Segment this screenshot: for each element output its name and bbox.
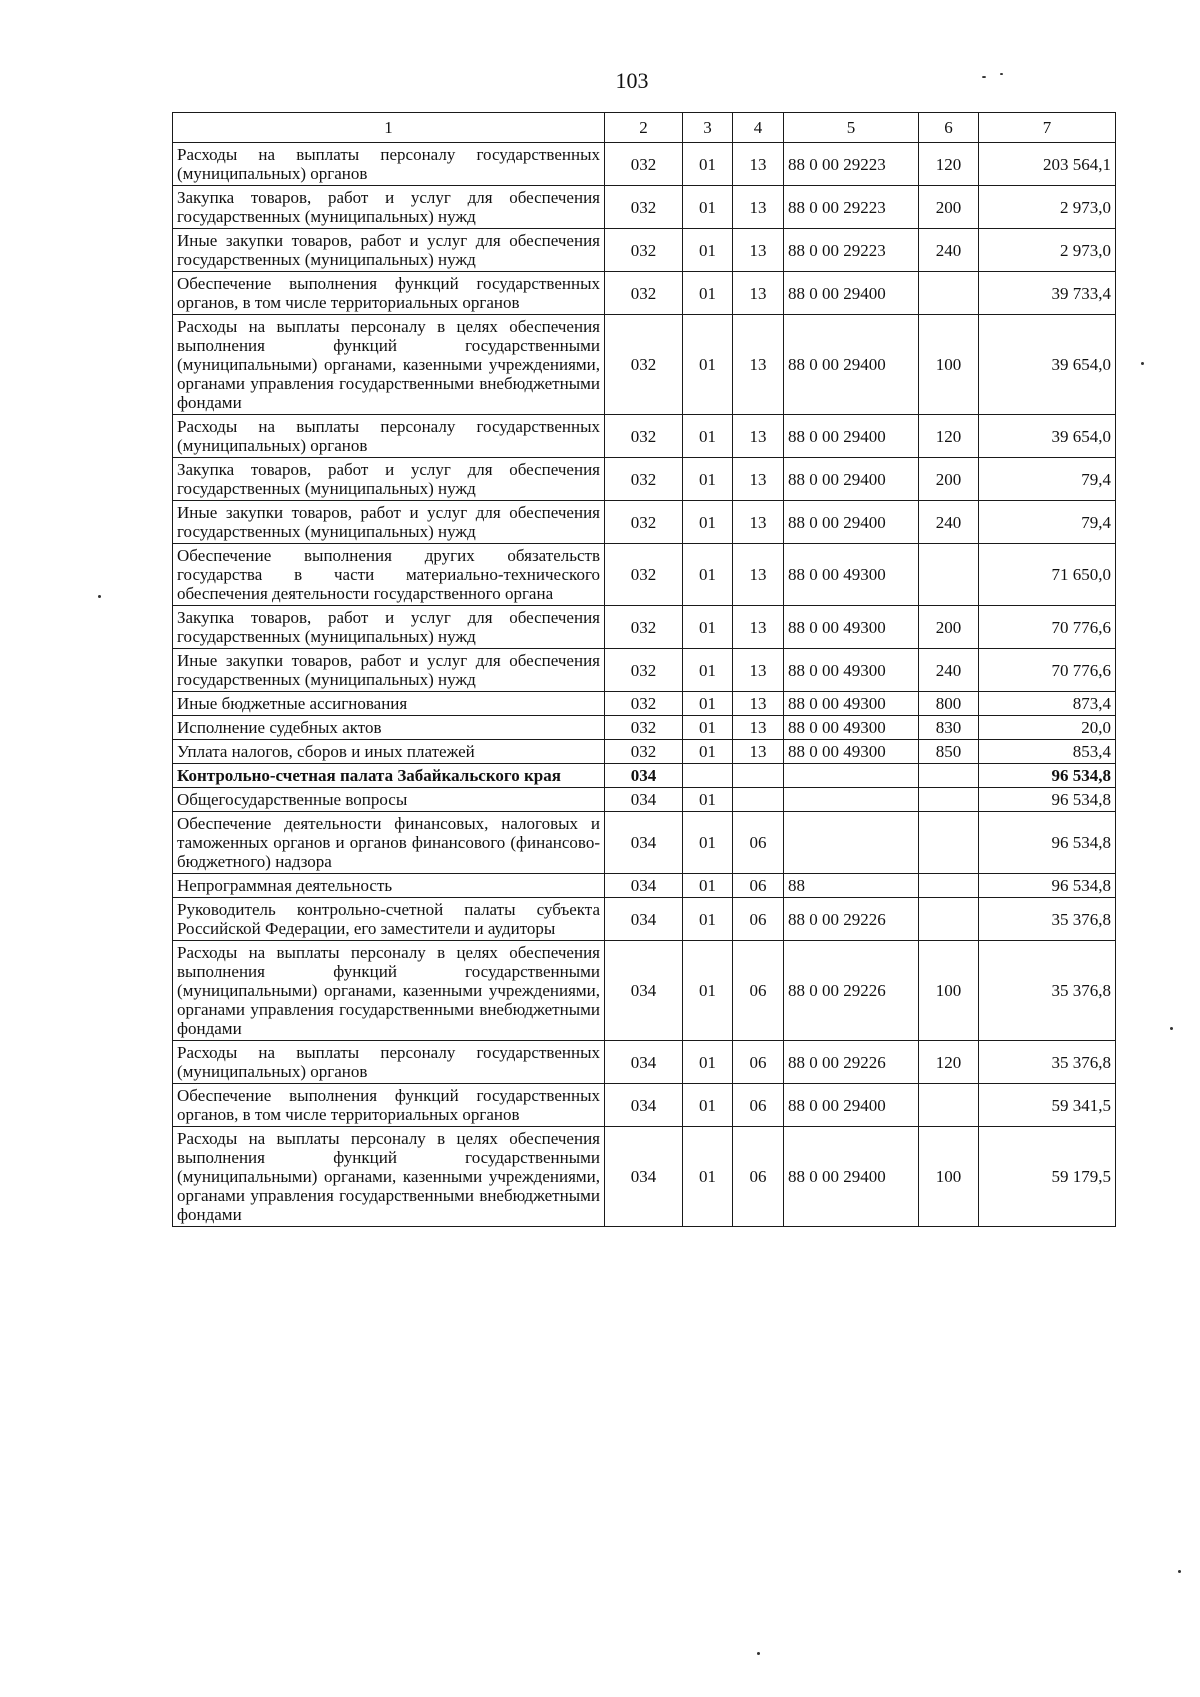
row-col-7: 39 654,0 [979, 315, 1116, 415]
row-col-4: 13 [733, 229, 784, 272]
row-col-4: 06 [733, 898, 784, 941]
row-col-6 [919, 812, 979, 874]
table-row [173, 186, 1116, 229]
row-name: Обеспечение выполнения функций государственных органов, в том числе территориальных органов [173, 272, 605, 315]
row-col-4: 13 [733, 415, 784, 458]
col-header-2: 2 [605, 113, 683, 143]
row-col-6: 100 [919, 941, 979, 1041]
row-col-6 [919, 272, 979, 315]
row-name: Уплата налогов, сборов и иных платежей [173, 740, 605, 764]
table-row [173, 898, 1116, 941]
row-col-2: 032 [605, 606, 683, 649]
table-row [173, 544, 1116, 606]
row-col-4: 06 [733, 941, 784, 1041]
table-row [173, 415, 1116, 458]
row-col-7: 203 564,1 [979, 143, 1116, 186]
row-col-7: 873,4 [979, 692, 1116, 716]
row-col-7: 35 376,8 [979, 941, 1116, 1041]
row-name: Закупка товаров, работ и услуг для обеспечения государственных (муниципальных) нужд [173, 606, 605, 649]
row-col-6: 120 [919, 143, 979, 186]
row-col-6: 800 [919, 692, 979, 716]
row-col-7: 20,0 [979, 716, 1116, 740]
row-col-7: 79,4 [979, 501, 1116, 544]
row-col-4: 06 [733, 1041, 784, 1084]
row-col-3: 01 [683, 606, 733, 649]
row-col-4: 13 [733, 544, 784, 606]
row-col-7: 71 650,0 [979, 544, 1116, 606]
row-name: Обеспечение деятельности финансовых, налоговых и таможенных органов и органов финансового (финансово-бюджетного) надзора [173, 812, 605, 874]
row-col-7: 70 776,6 [979, 606, 1116, 649]
row-name: Руководитель контрольно-счетной палаты субъекта Российской Федерации, его заместители и аудиторы [173, 898, 605, 941]
row-col-2: 032 [605, 143, 683, 186]
row-col-6 [919, 1084, 979, 1127]
row-name: Непрограммная деятельность [173, 874, 605, 898]
row-col-3: 01 [683, 458, 733, 501]
row-col-5: 88 0 00 29400 [784, 1084, 919, 1127]
table-row [173, 941, 1116, 1041]
row-col-3: 01 [683, 740, 733, 764]
row-col-2: 034 [605, 764, 683, 788]
row-name: Иные закупки товаров, работ и услуг для обеспечения государственных (муниципальных) нужд [173, 229, 605, 272]
row-col-2: 032 [605, 272, 683, 315]
row-col-7: 35 376,8 [979, 1041, 1116, 1084]
col-header-5: 5 [784, 113, 919, 143]
row-col-3: 01 [683, 415, 733, 458]
row-col-6 [919, 764, 979, 788]
row-col-5: 88 0 00 49300 [784, 544, 919, 606]
row-col-6: 100 [919, 315, 979, 415]
row-col-3: 01 [683, 692, 733, 716]
row-col-4 [733, 788, 784, 812]
row-col-2: 032 [605, 649, 683, 692]
row-col-6 [919, 788, 979, 812]
row-col-7: 96 534,8 [979, 764, 1116, 788]
row-col-7: 59 179,5 [979, 1127, 1116, 1227]
row-col-2: 032 [605, 229, 683, 272]
row-col-6: 200 [919, 186, 979, 229]
row-col-5 [784, 788, 919, 812]
row-col-5: 88 0 00 49300 [784, 606, 919, 649]
row-name: Обеспечение выполнения других обязательств государства в части материально-технического обеспечения деятельности государственного органа [173, 544, 605, 606]
row-col-3: 01 [683, 544, 733, 606]
scan-speck [982, 76, 986, 78]
scan-speck [757, 1652, 760, 1655]
row-col-5: 88 0 00 49300 [784, 740, 919, 764]
row-col-4: 06 [733, 874, 784, 898]
page-number-text: 103 [615, 68, 649, 93]
col-header-3: 3 [683, 113, 733, 143]
table-row [173, 788, 1116, 812]
row-col-5: 88 0 00 49300 [784, 692, 919, 716]
row-col-6: 200 [919, 458, 979, 501]
row-col-4: 13 [733, 186, 784, 229]
row-col-3: 01 [683, 143, 733, 186]
row-col-7: 39 733,4 [979, 272, 1116, 315]
row-name: Расходы на выплаты персоналу государственных (муниципальных) органов [173, 1041, 605, 1084]
row-col-6: 830 [919, 716, 979, 740]
col-header-1: 1 [173, 113, 605, 143]
table-row [173, 1084, 1116, 1127]
table-row [173, 874, 1116, 898]
row-col-3: 01 [683, 649, 733, 692]
row-col-5: 88 [784, 874, 919, 898]
row-col-5: 88 0 00 29400 [784, 315, 919, 415]
row-col-7: 2 973,0 [979, 229, 1116, 272]
row-name: Исполнение судебных актов [173, 716, 605, 740]
row-col-2: 032 [605, 315, 683, 415]
row-col-2: 034 [605, 941, 683, 1041]
row-col-4: 13 [733, 143, 784, 186]
row-col-5: 88 0 00 29400 [784, 272, 919, 315]
row-name: Расходы на выплаты персоналу в целях обеспечения выполнения функций государственными (муниципальными) органами, казенными учреждениями, органами управления государственными внебюджетными фондами [173, 1127, 605, 1227]
scan-speck [1141, 362, 1144, 365]
row-name: Иные бюджетные ассигнования [173, 692, 605, 716]
table-row [173, 272, 1116, 315]
row-col-3: 01 [683, 941, 733, 1041]
row-col-3: 01 [683, 501, 733, 544]
table-row [173, 740, 1116, 764]
row-col-2: 034 [605, 874, 683, 898]
row-col-4: 06 [733, 1127, 784, 1227]
table-row [173, 606, 1116, 649]
row-col-7: 35 376,8 [979, 898, 1116, 941]
row-col-2: 034 [605, 898, 683, 941]
row-col-5: 88 0 00 49300 [784, 649, 919, 692]
page-number [0, 68, 1200, 94]
row-col-7: 96 534,8 [979, 788, 1116, 812]
row-name: Расходы на выплаты персоналу государственных (муниципальных) органов [173, 415, 605, 458]
row-col-3: 01 [683, 272, 733, 315]
scan-speck [98, 595, 101, 598]
row-col-3 [683, 764, 733, 788]
row-col-7: 96 534,8 [979, 812, 1116, 874]
row-col-7: 2 973,0 [979, 186, 1116, 229]
row-col-7: 853,4 [979, 740, 1116, 764]
row-name: Расходы на выплаты персоналу в целях обеспечения выполнения функций государственными (муниципальными) органами, казенными учреждениями, органами управления государственными внебюджетными фондами [173, 315, 605, 415]
row-col-6: 240 [919, 501, 979, 544]
row-col-2: 032 [605, 544, 683, 606]
row-col-4: 13 [733, 716, 784, 740]
row-name: Расходы на выплаты персоналу государственных (муниципальных) органов [173, 143, 605, 186]
table-row [173, 1127, 1116, 1227]
row-name: Контрольно-счетная палата Забайкальского края [173, 764, 605, 788]
row-col-2: 032 [605, 740, 683, 764]
row-col-5: 88 0 00 29226 [784, 941, 919, 1041]
row-col-2: 034 [605, 1041, 683, 1084]
row-col-5: 88 0 00 29223 [784, 143, 919, 186]
row-col-6: 850 [919, 740, 979, 764]
row-col-3: 01 [683, 788, 733, 812]
row-name: Иные закупки товаров, работ и услуг для обеспечения государственных (муниципальных) нужд [173, 501, 605, 544]
row-col-6 [919, 874, 979, 898]
col-header-7: 7 [979, 113, 1116, 143]
row-col-2: 034 [605, 1127, 683, 1227]
row-col-5: 88 0 00 29223 [784, 186, 919, 229]
table-row [173, 143, 1116, 186]
row-col-2: 034 [605, 812, 683, 874]
row-col-6 [919, 898, 979, 941]
row-col-4: 06 [733, 1084, 784, 1127]
table-row [173, 812, 1116, 874]
table-row [173, 229, 1116, 272]
row-col-5: 88 0 00 29223 [784, 229, 919, 272]
row-col-5: 88 0 00 29226 [784, 898, 919, 941]
table-row [173, 649, 1116, 692]
row-col-5: 88 0 00 29226 [784, 1041, 919, 1084]
row-name: Обеспечение выполнения функций государственных органов, в том числе территориальных органов [173, 1084, 605, 1127]
row-col-3: 01 [683, 874, 733, 898]
row-col-4: 13 [733, 458, 784, 501]
row-name: Общегосударственные вопросы [173, 788, 605, 812]
row-col-3: 01 [683, 1041, 733, 1084]
row-col-6: 100 [919, 1127, 979, 1227]
scan-speck [1000, 73, 1003, 75]
row-name: Закупка товаров, работ и услуг для обеспечения государственных (муниципальных) нужд [173, 186, 605, 229]
row-col-5: 88 0 00 49300 [784, 716, 919, 740]
budget-table [172, 112, 1116, 1227]
row-col-2: 032 [605, 186, 683, 229]
row-col-3: 01 [683, 229, 733, 272]
row-col-2: 032 [605, 692, 683, 716]
row-col-4: 13 [733, 740, 784, 764]
row-name: Закупка товаров, работ и услуг для обеспечения государственных (муниципальных) нужд [173, 458, 605, 501]
row-col-3: 01 [683, 898, 733, 941]
table-row [173, 315, 1116, 415]
table-row [173, 716, 1116, 740]
table-body [173, 143, 1116, 1227]
row-col-4: 13 [733, 692, 784, 716]
row-col-6: 120 [919, 415, 979, 458]
row-col-5: 88 0 00 29400 [784, 1127, 919, 1227]
row-col-5 [784, 812, 919, 874]
row-col-4: 13 [733, 315, 784, 415]
row-col-3: 01 [683, 716, 733, 740]
row-col-2: 032 [605, 716, 683, 740]
row-col-5: 88 0 00 29400 [784, 458, 919, 501]
row-col-2: 034 [605, 788, 683, 812]
table-row [173, 1041, 1116, 1084]
row-col-3: 01 [683, 186, 733, 229]
table-row [173, 764, 1116, 788]
row-col-6: 240 [919, 229, 979, 272]
row-name: Иные закупки товаров, работ и услуг для обеспечения государственных (муниципальных) нужд [173, 649, 605, 692]
table-row [173, 458, 1116, 501]
row-col-6 [919, 544, 979, 606]
scan-speck [1170, 1027, 1173, 1030]
row-col-7: 59 341,5 [979, 1084, 1116, 1127]
row-col-3: 01 [683, 1084, 733, 1127]
scan-speck [1178, 1570, 1181, 1573]
row-col-7: 96 534,8 [979, 874, 1116, 898]
row-col-2: 032 [605, 415, 683, 458]
row-col-3: 01 [683, 1127, 733, 1227]
row-col-4: 13 [733, 649, 784, 692]
col-header-6: 6 [919, 113, 979, 143]
row-col-6: 240 [919, 649, 979, 692]
row-col-3: 01 [683, 812, 733, 874]
row-col-4: 06 [733, 812, 784, 874]
row-col-6: 120 [919, 1041, 979, 1084]
row-col-7: 70 776,6 [979, 649, 1116, 692]
row-col-5: 88 0 00 29400 [784, 501, 919, 544]
table-row [173, 501, 1116, 544]
row-col-4: 13 [733, 606, 784, 649]
table-row [173, 692, 1116, 716]
row-col-6: 200 [919, 606, 979, 649]
row-col-4: 13 [733, 501, 784, 544]
row-col-4: 13 [733, 272, 784, 315]
row-col-5 [784, 764, 919, 788]
row-col-4 [733, 764, 784, 788]
row-col-7: 79,4 [979, 458, 1116, 501]
col-header-4: 4 [733, 113, 784, 143]
row-col-2: 032 [605, 458, 683, 501]
row-name: Расходы на выплаты персоналу в целях обеспечения выполнения функций государственными (муниципальными) органами, казенными учреждениями, органами управления государственными внебюджетными фондами [173, 941, 605, 1041]
row-col-2: 032 [605, 501, 683, 544]
row-col-7: 39 654,0 [979, 415, 1116, 458]
header-row [173, 113, 1116, 143]
row-col-3: 01 [683, 315, 733, 415]
row-col-5: 88 0 00 29400 [784, 415, 919, 458]
row-col-2: 034 [605, 1084, 683, 1127]
